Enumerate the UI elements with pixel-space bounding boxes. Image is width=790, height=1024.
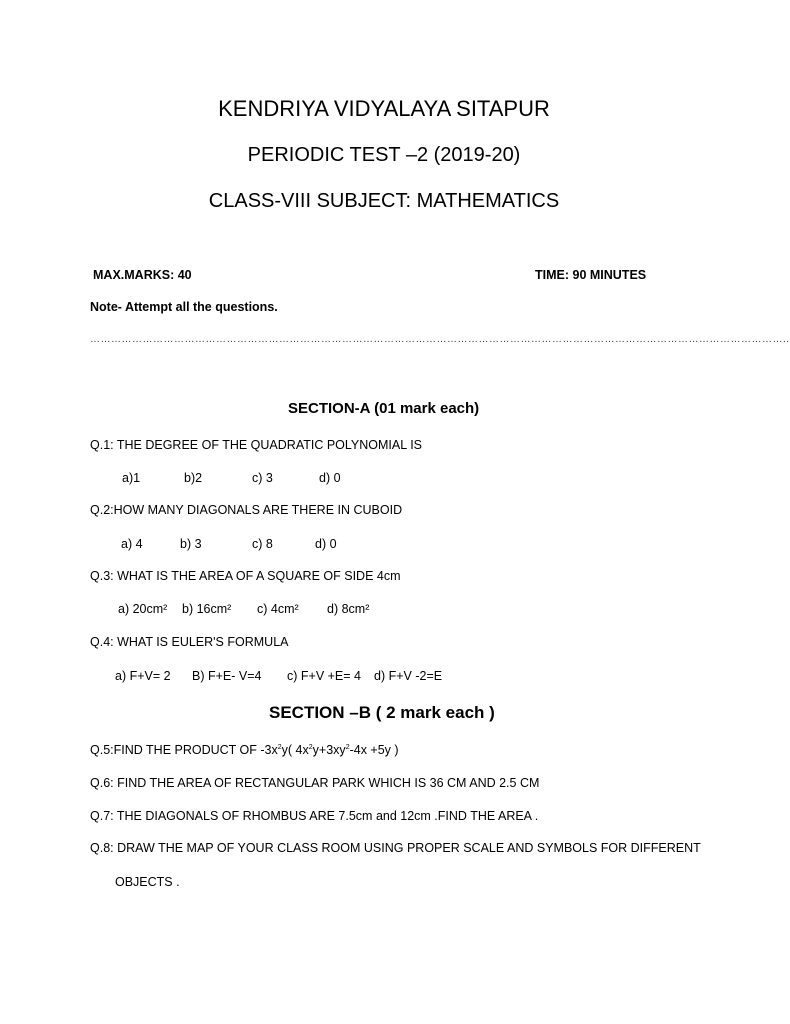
question-4: Q.4: WHAT IS EULER'S FORMULA (90, 635, 289, 649)
question-7: Q.7: THE DIAGONALS OF RHOMBUS ARE 7.5cm and 12cm .FIND THE AREA . (90, 809, 539, 823)
q1-option-b: b)2 (184, 471, 203, 485)
time-limit: TIME: 90 MINUTES (535, 268, 647, 282)
question-2: Q.2:HOW MANY DIAGONALS ARE THERE IN CUBOID (90, 503, 403, 517)
question-6: Q.6: FIND THE AREA OF RECTANGULAR PARK WHICH IS 36 CM AND 2.5 CM (90, 776, 540, 790)
question-1: Q.1: THE DEGREE OF THE QUADRATIC POLYNOMIAL IS (90, 438, 423, 452)
max-marks: MAX.MARKS: 40 (93, 268, 192, 282)
separator-line: ……………………………………………………………………………………………………………………………………………………………………………….. (90, 334, 790, 345)
q4-option-b: B) F+E- V=4 (192, 669, 262, 683)
q3-option-d: d) 8cm² (327, 602, 370, 616)
q1-option-a: a)1 (122, 471, 141, 485)
q2-option-c: c) 8 (252, 537, 273, 551)
exponent: 2 (345, 744, 350, 751)
note: Note- Attempt all the questions. (90, 300, 278, 314)
question-3: Q.3: WHAT IS THE AREA OF A SQUARE OF SIDE 4cm (90, 569, 401, 583)
q3-option-c: c) 4cm² (257, 602, 299, 616)
section-a-title: SECTION-A (01 mark each) (288, 400, 480, 417)
q1-option-d: d) 0 (319, 471, 341, 485)
q4-option-c: c) F+V +E= 4 (287, 669, 361, 683)
exponent: 2 (308, 744, 313, 751)
q2-option-b: b) 3 (180, 537, 202, 551)
q5-text-part: -4x +5y ) (349, 743, 399, 757)
q5-text-part: y+3xy (312, 743, 346, 757)
school-name: KENDRIYA VIDYALAYA SITAPUR (218, 96, 550, 121)
q2-option-a: a) 4 (121, 537, 143, 551)
section-b-title: SECTION –B ( 2 mark each ) (269, 703, 495, 722)
q5-text-part: Q.5:FIND THE PRODUCT OF -3x (90, 743, 278, 757)
question-8-continuation: OBJECTS . (115, 875, 180, 889)
test-title: PERIODIC TEST –2 (2019-20) (247, 144, 521, 166)
exponent: 2 (277, 744, 282, 751)
q1-option-c: c) 3 (252, 471, 273, 485)
question-5 (90, 743, 399, 757)
q2-option-d: d) 0 (315, 537, 337, 551)
q3-option-b: b) 16cm² (182, 602, 232, 616)
class-subject: CLASS-VIII SUBJECT: MATHEMATICS (208, 190, 560, 212)
question-8: Q.8: DRAW THE MAP OF YOUR CLASS ROOM USING PROPER SCALE AND SYMBOLS FOR DIFFERENT (90, 841, 701, 855)
q5-text-part: y( 4x (281, 743, 309, 757)
q3-option-a: a) 20cm² (118, 602, 168, 616)
q4-option-d: d) F+V -2=E (374, 669, 443, 683)
q4-option-a: a) F+V= 2 (115, 669, 171, 683)
